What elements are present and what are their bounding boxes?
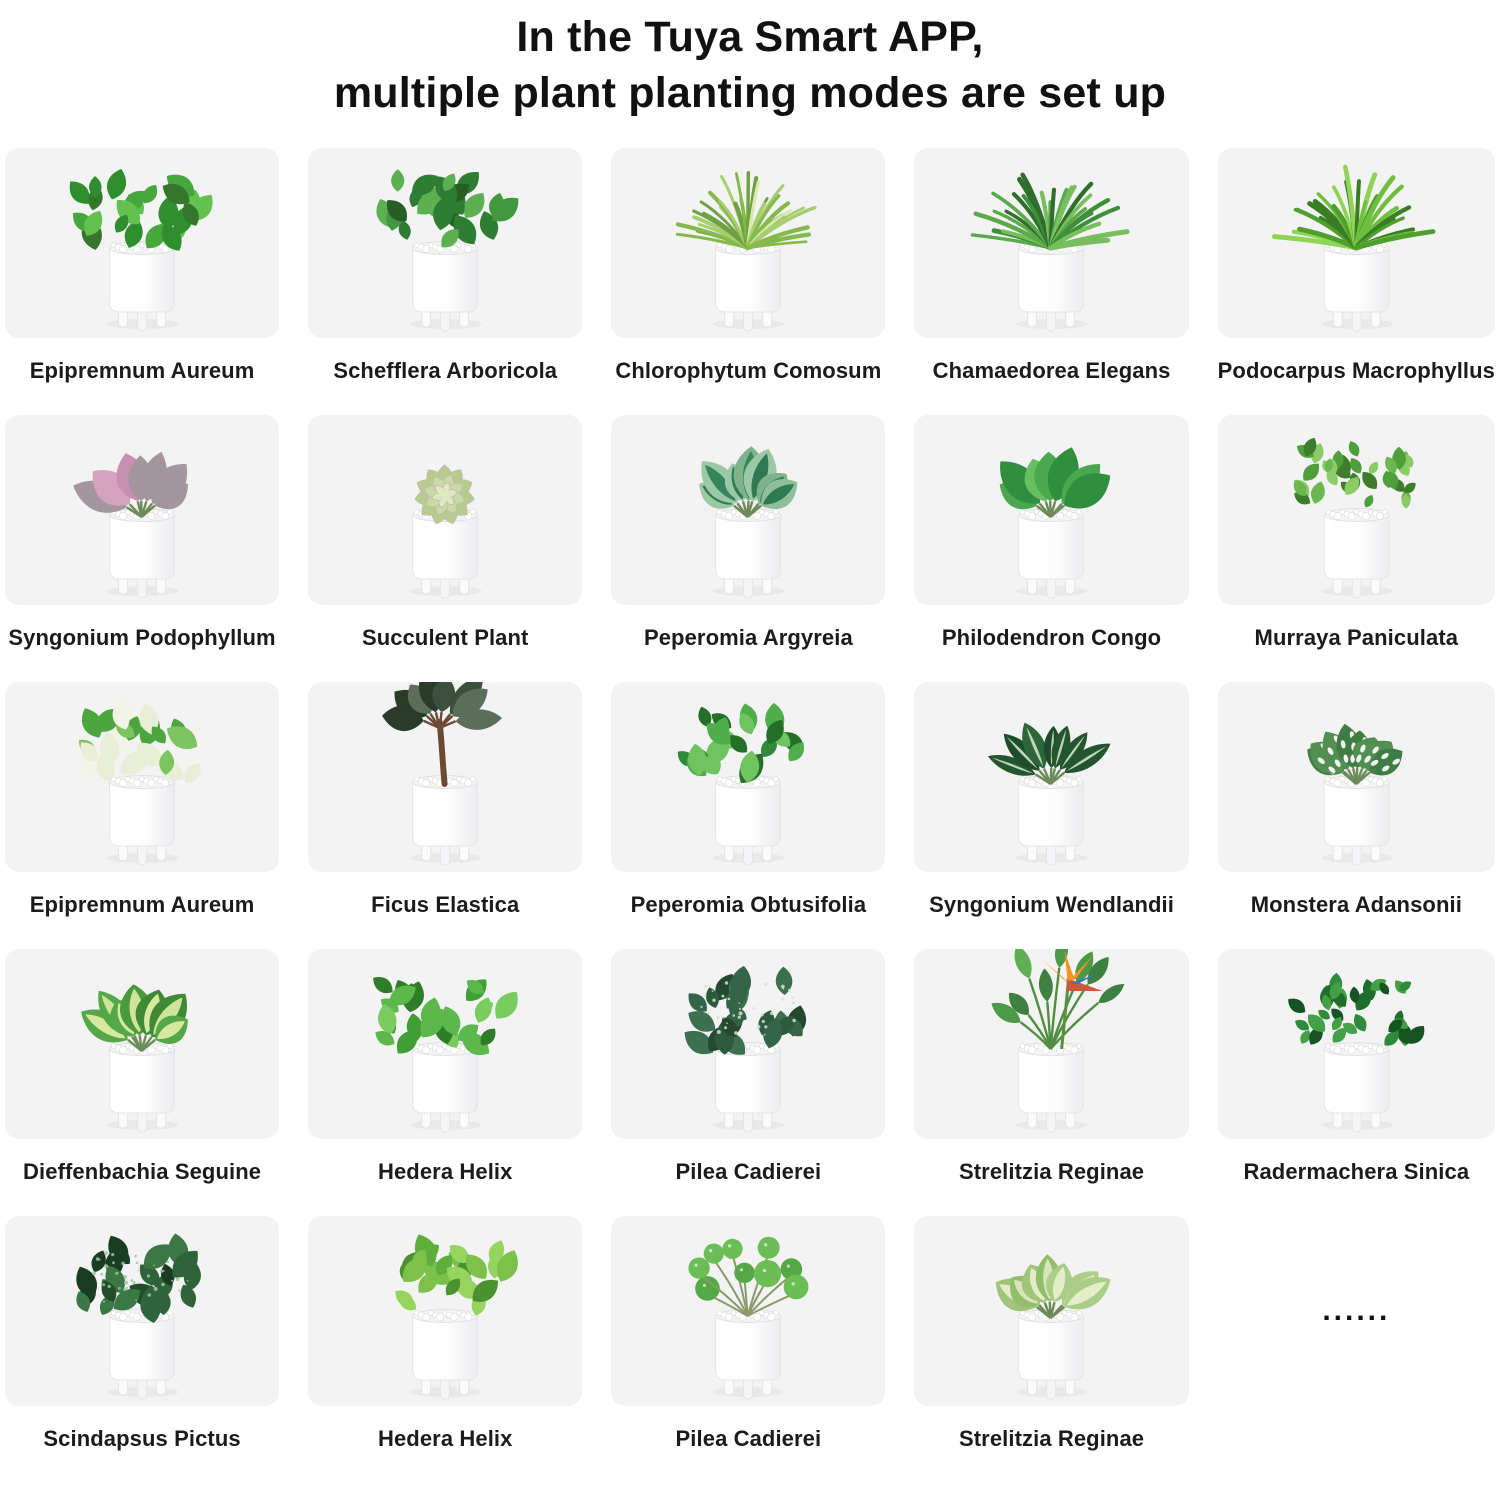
- plant-illustration: [308, 415, 582, 605]
- plant-card: [308, 682, 582, 949]
- plant-illustration: [5, 1216, 279, 1406]
- plant-label: Peperomia Argyreia: [611, 605, 885, 682]
- plant-card: [914, 148, 1188, 415]
- plant-photo: [914, 148, 1188, 338]
- plant-label: Hedera Helix: [308, 1139, 582, 1216]
- plant-illustration: [5, 415, 279, 605]
- plant-card: [611, 415, 885, 682]
- plant-label: Chlorophytum Comosum: [611, 338, 885, 415]
- plant-label: Ficus Elastica: [308, 872, 582, 949]
- plant-photo: [308, 148, 582, 338]
- plant-label: Pilea Cadierei: [611, 1406, 885, 1483]
- plant-label: Syngonium Podophyllum: [5, 605, 279, 682]
- plant-card: [5, 682, 279, 949]
- plant-photo: [5, 1216, 279, 1406]
- page-title-line-1: In the Tuya Smart APP,: [5, 10, 1495, 66]
- plant-photo: [611, 148, 885, 338]
- plant-card: [5, 415, 279, 682]
- plant-illustration: [611, 415, 885, 605]
- plant-label: Philodendron Congo: [914, 605, 1188, 682]
- plant-illustration: [308, 682, 582, 872]
- plant-illustration: [5, 682, 279, 872]
- plant-illustration: [5, 148, 279, 338]
- page-title: [5, 10, 1495, 122]
- plant-illustration: [611, 148, 885, 338]
- plant-illustration: [1218, 415, 1495, 605]
- plant-label: Schefflera Arboricola: [308, 338, 582, 415]
- plant-card: [611, 1216, 885, 1483]
- plant-label: Strelitzia Reginae: [914, 1406, 1188, 1483]
- plant-illustration: [914, 682, 1188, 872]
- plant-card: [611, 148, 885, 415]
- plant-photo: [1218, 148, 1495, 338]
- plant-card: [308, 1216, 582, 1483]
- plant-illustration: [611, 949, 885, 1139]
- plant-card: [308, 415, 582, 682]
- plant-illustration: [1218, 949, 1495, 1139]
- plant-label: Murraya Paniculata: [1218, 605, 1495, 682]
- plant-card: [308, 148, 582, 415]
- plant-photo: [308, 415, 582, 605]
- plant-card: [308, 949, 582, 1216]
- plants-grid: [5, 148, 1495, 1483]
- plant-label: Strelitzia Reginae: [914, 1139, 1188, 1216]
- plant-photo: [611, 949, 885, 1139]
- plant-label: Scindapsus Pictus: [5, 1406, 279, 1483]
- plant-card: [914, 1216, 1188, 1483]
- plant-photo: [5, 415, 279, 605]
- plant-card: [611, 949, 885, 1216]
- plant-label: Syngonium Wendlandii: [914, 872, 1188, 949]
- plant-photo: [308, 949, 582, 1139]
- plant-illustration: [308, 949, 582, 1139]
- plant-photo: [611, 682, 885, 872]
- plant-card: [5, 148, 279, 415]
- plant-card: [5, 949, 279, 1216]
- plant-illustration: [5, 949, 279, 1139]
- plant-label: Pilea Cadierei: [611, 1139, 885, 1216]
- plant-label: Chamaedorea Elegans: [914, 338, 1188, 415]
- plant-photo: [914, 1216, 1188, 1406]
- plant-label: Epipremnum Aureum: [5, 872, 279, 949]
- plant-card: [5, 1216, 279, 1483]
- plant-photo: [308, 682, 582, 872]
- plant-illustration: [1218, 682, 1495, 872]
- plant-card: [1218, 415, 1495, 682]
- plant-photo: [1218, 682, 1495, 872]
- plant-photo: [1218, 949, 1495, 1139]
- plant-card: [914, 415, 1188, 682]
- plant-label: Hedera Helix: [308, 1406, 582, 1483]
- more-plants-label: [1218, 1406, 1495, 1483]
- plant-card: [1218, 949, 1495, 1216]
- plant-illustration: [1218, 148, 1495, 338]
- more-plants-card: [1218, 1216, 1495, 1483]
- plant-illustration: [914, 949, 1188, 1139]
- plant-photo: [914, 415, 1188, 605]
- plant-label: Succulent Plant: [308, 605, 582, 682]
- plant-label: Peperomia Obtusifolia: [611, 872, 885, 949]
- plant-illustration: [611, 682, 885, 872]
- plant-photo: [914, 949, 1188, 1139]
- plant-label: Dieffenbachia Seguine: [5, 1139, 279, 1216]
- plant-illustration: [611, 1216, 885, 1406]
- plant-card: [1218, 148, 1495, 415]
- plant-label: Monstera Adansonii: [1218, 872, 1495, 949]
- plant-photo: [308, 1216, 582, 1406]
- plant-illustration: [914, 415, 1188, 605]
- plant-card: [611, 682, 885, 949]
- plant-card: [914, 949, 1188, 1216]
- plant-card: [914, 682, 1188, 949]
- more-plants-ellipsis: ......: [1218, 1216, 1495, 1406]
- plant-photo: [5, 682, 279, 872]
- plant-illustration: [914, 1216, 1188, 1406]
- plant-photo: [5, 148, 279, 338]
- plant-photo: [5, 949, 279, 1139]
- plant-illustration: [308, 1216, 582, 1406]
- plant-illustration: [308, 148, 582, 338]
- plant-label: Podocarpus Macrophyllus: [1218, 338, 1495, 415]
- plant-photo: [914, 682, 1188, 872]
- plant-photo: [611, 1216, 885, 1406]
- page-title-line-2: multiple plant planting modes are set up: [5, 66, 1495, 122]
- plant-label: Epipremnum Aureum: [5, 338, 279, 415]
- plant-illustration: [914, 148, 1188, 338]
- plant-label: Radermachera Sinica: [1218, 1139, 1495, 1216]
- plant-photo: [1218, 415, 1495, 605]
- plant-card: [1218, 682, 1495, 949]
- plant-photo: [611, 415, 885, 605]
